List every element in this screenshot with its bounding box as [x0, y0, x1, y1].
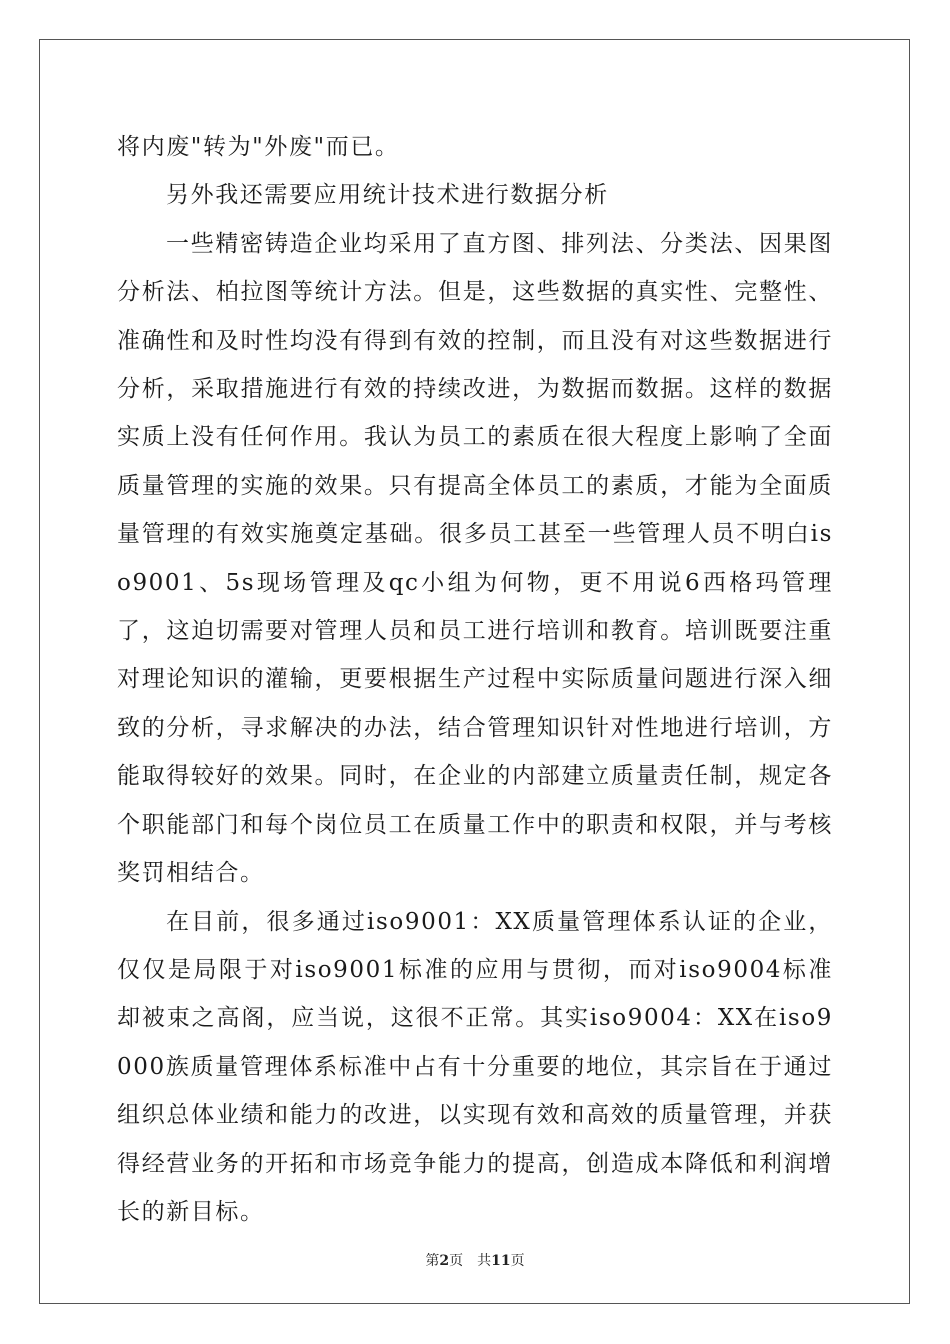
- page-suffix: 页: [449, 1253, 464, 1269]
- total-prefix: 共: [477, 1253, 492, 1269]
- total-suffix: 页: [510, 1253, 525, 1269]
- paragraph: 将内废"转为"外废"而已。: [117, 134, 400, 160]
- paragraph: 另外我还需要应用统计技术进行数据分析: [166, 182, 609, 209]
- paragraph: 在目前，很多通过iso9001：XX质量管理体系认证的企业，仅仅是局限于对iso9001标准的应用与贯彻，而对iso9004标准却被束之高阁，应当说，这很不正常。其实iso9004：XX在iso9000族质量管理体系标准中占有十分重要的地位，其宗旨在于通过组织总体业绩和能力的改进，以实现有效和高效的质量管理，并获得经营业务的开拓和市场竞争能力的提高，创造成本降低和利润增长的新目标。: [117, 908, 833, 1225]
- page-number: 2: [439, 1253, 450, 1269]
- page-footer: [0, 1250, 950, 1270]
- document-body: [117, 123, 833, 1236]
- page-prefix: 第: [425, 1253, 440, 1269]
- paragraph: 一些精密铸造企业均采用了直方图、排列法、分类法、因果图分析法、柏拉图等统计方法。但是，这些数据的真实性、完整性、准确性和及时性均没有得到有效的控制，而且没有对这些数据进行分析，采取措施进行有效的持续改进，为数据而数据。这样的数据实质上没有任何作用。我认为员工的素质在很大程度上影响了全面质量管理的实施的效果。只有提高全体员工的素质，才能为全面质量管理的有效实施奠定基础。很多员工甚至一些管理人员不明白iso9001、5s现场管理及qc小组为何物，更不用说6西格玛管理了，这迫切需要对管理人员和员工进行培训和教育。培训既要注重对理论知识的灌输，更要根据生产过程中实际质量问题进行深入细致的分析，寻求解决的办法，结合管理知识针对性地进行培训，方能取得较好的效果。同时，在企业的内部建立质量责任制，规定各个职能部门和每个岗位员工在质量工作中的职责和权限，并与考核奖罚相结合。: [117, 230, 833, 887]
- total-pages: 11: [491, 1253, 511, 1269]
